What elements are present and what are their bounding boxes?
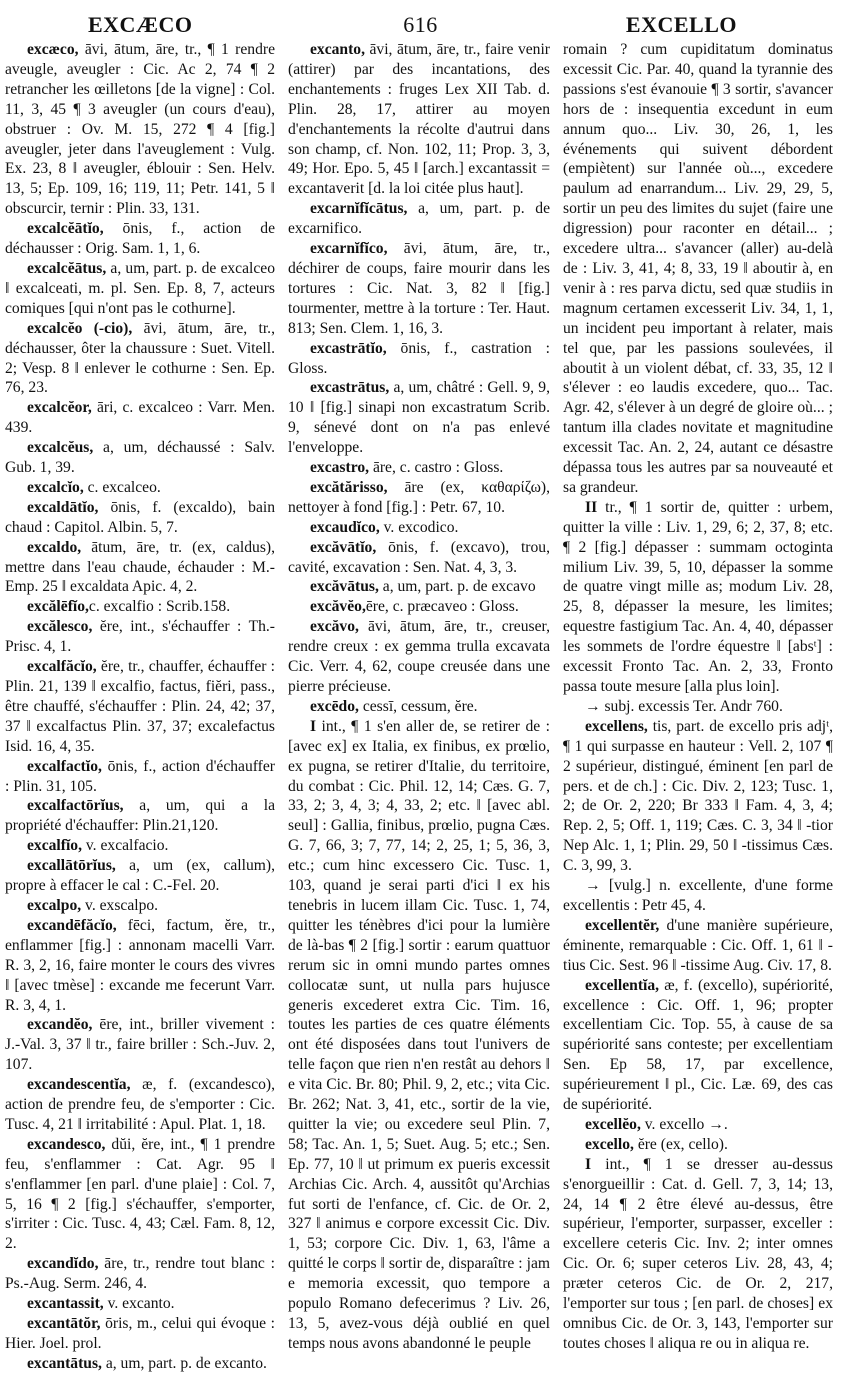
dictionary-entry	[5, 538, 275, 598]
dictionary-entry	[5, 617, 275, 657]
entry-definition: a, um, châtré : Gell. 9, 9, 10 ‖ [fig.] sinapi non excastratum Scrib. 9, sénevé dont on n'a pas enlevé l'enveloppe.	[288, 379, 550, 457]
dictionary-entry	[5, 916, 275, 1016]
entry-definition: āre (ex, καθαρίζω), nettoyer à fond [fig.] : Petr. 67, 10.	[288, 478, 550, 516]
dictionary-entry	[5, 1075, 275, 1135]
entry-headword: excellĕo,	[585, 1115, 641, 1133]
dictionary-entry	[5, 796, 275, 836]
dictionary-entry	[288, 717, 550, 1354]
entry-definition: c. excalceo.	[83, 478, 161, 496]
entry-headword: excaudĭco,	[310, 518, 380, 536]
entry-headword: excastrātus,	[310, 379, 390, 397]
entry-definition: [vulg.] n. excellente, d'une forme excellentis : Petr 45, 4.	[563, 877, 833, 914]
dictionary-entry	[5, 597, 275, 617]
entry-headword: excellentĭa,	[585, 976, 660, 994]
entry-definition: a, um, part. p. de excarnifico.	[288, 200, 550, 238]
entry-definition: āvi, ātum, āre, tr., ¶ 1 rendre aveugle, aveugler : Cic. Ac 2, 74 ¶ 2 retrancher les œilletons [de la vigne] : Col. 11, 3, 45 ¶ 3 aveugler (un cours d'eau), obstruer : Ov. M. 15, 272 ¶ 4 [fig.] aveugler, jeter dans l'aveuglement : Vulg. Ex. 23, 8 ‖ aveugler, éblouir : Sen. Helv. 13, 5; Ep. 109, 16; 119, 11; Petr. 141, 5 ‖ obscurcir, ternir : Plin. 33, 131.	[5, 41, 275, 218]
entry-definition: ātum, āre, tr. (ex, caldus), mettre dans l'eau chaude, échauder : M.-Emp. 25 ‖ excaldata Apic. 4, 2.	[5, 538, 275, 596]
entry-definition: āvi, ātum, āre, tr., déchirer de coups, faire mourir dans les tortures : Cic. Nat. 3, 82 ‖ [fig.] tourmenter, mettre à la torture : Ter. Haut. 813; Sen. Clem. 1, 16, 3.	[288, 240, 550, 337]
entry-headword: excandĕo,	[27, 1016, 93, 1034]
entry-definition: tis, part. de excello pris adjᵗ, ¶ 1 qui surpasse en hauteur : Vell. 2, 107 ¶ 2 supérieur, distingué, éminent [en parl de pers. et de ch.] : Cic. Div. 2, 123; Tusc. 1, 2; de Or. 2, 220; Br 333 ‖ Fam. 4, 3, 4; Rep. 2, 5; Off. 1, 119; Cæs. C. 3, 34 ‖ -tior Nep Alc. 1, 1; Plin. 29, 50 ‖ -tissimus Cæs. C. 3, 99, 3.	[563, 717, 833, 875]
page-number: 616	[403, 12, 438, 37]
dictionary-entry	[563, 697, 833, 717]
entry-headword: excello,	[585, 1135, 634, 1153]
entry-definition: ōnis, f. (excavo), trou, cavité, excavation : Sen. Nat. 4, 3, 3.	[288, 538, 550, 576]
entry-definition: v. excello →.	[640, 1115, 728, 1133]
entry-definition: int., ¶ 1 s'en aller de, se retirer de : [avec ex] ex Italia, ex finibus, ex prœlio, ex pugna, se retirer d'Italie, du territoire, du combat : Cic. Phil. 12, 14; Cæs. G. 7, 33, 2; 3, 4, 3; 4, 33, 2; etc. ‖ [avec abl. seul] : Gallia, finibus, prœlio, pugna Cæs. G. 7, 66, 3; 7, 77, 14; 2, 25, 1; 5, 36, 3, etc.; cum hinc excessero Cic. Tusc. 1, 103, quand je serai parti d'ici ‖ ex his tenebris in lucem illam Cic. Tusc. 1, 74, quitter les ténèbres d'ici pour la lumière de là-bas ¶ 2 [fig.] sortir : earum quattuor rerum sic in omni mundo partes omnes collocatæ sunt, ut nulla pars hujusce generis excederet extra Cic. Tim. 16, toutes les parties de ces quatre éléments ont été disposées dans tout l'univers de telle façon que rien n'en restât au dehors ‖ e vita Cic. Br. 80; Phil. 9, 2, etc.; vita Cic. Br. 262; Nat. 3, 41, etc., sortir de la vie, quitter la vie; ou excedere seul Plin. 7, 58; Tac. An. 1, 5; Suet. Aug. 5; etc.; Sen. Ep. 77, 10 ‖ ut primum ex pueris excessit Archias Cic. Arch. 4, aussitôt qu'Archias fut sorti de l'enfance, cf. Cic. de Or. 2, 327 ‖ animus e corpore excessit Cic. Div. 1, 53; corpore Cic. Div. 1, 63, l'âme a quitté le corps ‖ sortir de, disparaître : jam e memoria excessit, quo tempore a populo Romano defecerimus ? Liv. 26, 13, 5, avez-vous déjà oublié en quel temps nous avons abandonné le peuple	[288, 717, 550, 1352]
entry-definition: dŭi, ĕre, int., ¶ 1 prendre feu, s'enflammer : Cat. Agr. 95 ‖ s'enflammer [en parl. d'une plaie] : Col. 7, 5, 16 ¶ 2 [fig.] s'échauffer, s'emporter, s'irriter : Cic. Tusc. 4, 43; Cæl. Fam. 8, 12, 2.	[5, 1135, 275, 1253]
entry-headword: excalfĭo,	[27, 837, 82, 855]
dictionary-entry	[5, 259, 275, 319]
entry-headword: excălēfĭo,	[27, 598, 89, 616]
dictionary-entry	[5, 498, 275, 538]
dictionary-entry	[5, 438, 275, 478]
dictionary-entry	[5, 657, 275, 757]
entry-definition: ōnis, f., castration : Gloss.	[288, 339, 550, 377]
entry-headword: excallātōrĭus,	[27, 857, 116, 875]
dictionary-entry	[563, 876, 833, 916]
entry-definition: æ, f. (excandesco), action de prendre feu, de s'emporter : Cic. Tusc. 4, 21 ‖ irritabilité : Apul. Plat. 1, 18.	[5, 1076, 275, 1133]
entry-headword: excalcĕor,	[27, 399, 92, 417]
running-head-right: EXCELLO	[625, 12, 737, 37]
dictionary-entry	[288, 339, 550, 379]
entry-headword: excalfactōrĭus,	[27, 797, 124, 815]
entry-headword: excăvĕo,	[310, 598, 366, 616]
dictionary-entry	[5, 398, 275, 438]
entry-definition: a, um, part. p. de excalceo ‖ excalceati, m. pl. Sen. Ep. 8, 7, acteurs comiques [qui n'ont pas le cothurne].	[5, 259, 275, 317]
entry-definition: v. excanto.	[103, 1295, 175, 1313]
entry-definition: ēre, int., briller vivement : J.-Val. 3, 37 ‖ tr., faire briller : Sch.-Juv. 2, 107.	[5, 1016, 275, 1074]
entry-headword: excellentĕr,	[585, 916, 660, 934]
entry-definition: ĕre (ex, cello).	[633, 1135, 728, 1153]
dictionary-entry	[563, 916, 833, 976]
entry-definition: ēre, c. præcaveo : Gloss.	[365, 598, 519, 616]
entry-headword: excalcĕātus,	[27, 259, 107, 277]
entry-headword: excaldo,	[27, 538, 82, 556]
dictionary-entry	[563, 40, 833, 498]
dictionary-entry	[5, 219, 275, 259]
entry-definition: a, um, part. p. de excavo	[378, 578, 536, 596]
entry-headword: excalfăcĭo,	[27, 658, 97, 676]
dictionary-entry	[5, 856, 275, 896]
entry-definition: c. excalfio : Scrib.158.	[88, 598, 231, 616]
entry-definition: āvi, ātum, āre, tr., faire venir (attirer) par des incantations, des enchantements : fruges Lex XII Tab. d. Plin. 28, 17, attirer au moyen d'enchantements la récolte d'autrui dans son champ, cf. Non. 102, 11; Prop. 3, 3, 49; Hor. Epo. 5, 45 ‖ [arch.] excantassit = excantaverit [d. la loi citée plus haut].	[288, 41, 550, 198]
entry-definition: v. excodico.	[379, 518, 459, 536]
entry-headword: excalpo,	[27, 896, 82, 914]
column-1	[5, 40, 275, 1372]
dictionary-entry	[5, 896, 275, 916]
entry-headword: excanto,	[310, 41, 365, 58]
entry-headword: excæco,	[27, 41, 79, 58]
dictionary-entry	[288, 518, 550, 538]
entry-headword: →	[585, 877, 601, 895]
entry-definition: cessī, cessum, ĕre.	[358, 697, 478, 715]
entry-definition: romain ? cum cupiditatum dominatus excessit Cic. Par. 40, quand la tyrannie des passions s'est évanouie ¶ 3 sortir, s'avancer hors de : insequentia excedunt in eum annum quo... Liv. 30, 26, 1, les événements qui suivent débordent (empiètent) sur l'année où..., excedere paulum ad enarrandum... Liv. 29, 29, 5, sortir un peu des limites du sujet (faire une digression) pour raconter en détail... ; excedere ultra... s'avancer (aller) au-delà de : Liv. 3, 41, 4; 8, 33, 19 ‖ aboutir à, en venir à : res parva dictu, sed quæ studiis in magnum certamen excesserit Liv. 34, 1, 1, un incident peu important à relater, mais tel que, par les passions soulevées, il aboutit à un violent débat, cf. 33, 35, 12 ‖ s'élever : eo laudis excedere, quo... Tac. Agr. 42, s'élever à un degré de gloire où... ; tantum illa clades novitate et magnitudine excessit Tac. An. 2, 24, autant ce désastre dépassa tous les autres par sa nouveauté et sa grandeur.	[563, 41, 833, 496]
entry-headword: II	[585, 498, 598, 516]
dictionary-entry	[5, 478, 275, 498]
entry-definition: æ, f. (excello), supériorité, excellence : Cic. Off. 1, 96; propter excellentiam Cic. Top. 55, à cause de sa supériorité sans conteste; per excellentiam Sen. Ep 58, 17, par excellence, supérieurement ‖ pl., Cic. Læ. 69, des cas de supériorité.	[563, 976, 833, 1114]
entry-definition: ōnis, f., action d'échauffer : Plin. 31, 105.	[5, 757, 275, 795]
dictionary-entry	[288, 538, 550, 578]
dictionary-entry	[288, 478, 550, 518]
entry-headword: excandescentĭa,	[27, 1076, 131, 1094]
running-head-left: EXCÆCO	[88, 12, 193, 37]
entry-definition: a, um, déchaussé : Salv. Gub. 1, 39.	[5, 439, 275, 477]
dictionary-entry	[5, 1135, 275, 1254]
entry-headword: excalcĕus,	[27, 439, 94, 457]
entry-headword: excantātŏr,	[27, 1315, 101, 1332]
entry-definition: ĕre, tr., chauffer, échauffer : Plin. 21, 139 ‖ excalfio, factus, fiĕri, pass., être chauffé, s'échauffer : Plin. 24, 42; 37, 37 ‖ excalfactus Plin. 37, 37; excalefactus Isid. 16, 4, 35.	[5, 658, 275, 755]
entry-headword: excalcĭo,	[27, 478, 84, 496]
entry-definition: a, um, part. p. de excanto.	[101, 1354, 267, 1372]
entry-definition: int., ¶ 1 se dresser au-dessus s'enorgueillir : Cat. d. Gell. 7, 3, 14; 13, 24, 14 ¶ 2 être élevé au-dessus, être supérieur, l'emporter, surpasser, exceller : excellere ceteris Cic. Inv. 2; inter omnes Cic. Or. 6; super ceteros Liv. 28, 43, 4; præter ceteros Cic. de Or. 2, 217, l'emporter sur tous ; [en parl. de choses] ex omnibus Cic. de Or. 3, 143, l'emporter sur toutes choses ‖ aliqua re ou in aliqua re.	[563, 1155, 833, 1352]
dictionary-entry	[288, 239, 550, 339]
dictionary-entry	[5, 1294, 275, 1314]
entry-headword: excandĭdo,	[27, 1255, 99, 1273]
dictionary-entry	[5, 1254, 275, 1294]
entry-headword: excarnĭfĭco,	[310, 240, 388, 258]
entry-headword: excandēfăcĭo,	[27, 916, 117, 934]
entry-headword: excandesco,	[27, 1135, 106, 1153]
entry-headword: excellens,	[585, 717, 648, 735]
dictionary-entry	[5, 1015, 275, 1075]
column-3	[563, 40, 833, 1352]
entry-headword: I	[310, 717, 317, 735]
entry-definition: v. excalfacio.	[82, 837, 169, 855]
entry-headword: excălesco,	[27, 618, 93, 636]
dictionary-entry	[288, 577, 550, 597]
entry-definition: ĕre, int., s'échauffer : Th.-Prisc. 4, 1.	[5, 618, 275, 656]
dictionary-entry	[288, 378, 550, 458]
dictionary-entry	[5, 1314, 275, 1354]
entry-headword: excaldātĭo,	[27, 498, 99, 516]
entry-definition: ōnis, f. (excaldo), bain chaud : Capitol. Albin. 5, 7.	[5, 498, 275, 536]
entry-headword: excastro,	[310, 459, 370, 477]
column-2	[288, 40, 550, 1352]
entry-headword: excēdo,	[310, 697, 359, 715]
dictionary-entry	[288, 697, 550, 717]
entry-headword: I	[585, 1155, 592, 1173]
entry-definition: āre, tr., rendre tout blanc : Ps.-Aug. Serm. 246, 4.	[5, 1255, 275, 1293]
dictionary-entry	[563, 1115, 833, 1135]
dictionary-entry	[563, 1155, 833, 1354]
entry-headword: excăvātĭo,	[310, 538, 377, 556]
entry-headword: excantassit,	[27, 1295, 104, 1313]
dictionary-entry	[5, 757, 275, 797]
entry-headword: excăvātus,	[310, 578, 379, 596]
entry-definition: fēci, factum, ĕre, tr., enflammer [fig.] : annonam macelli Varr. R. 3, 2, 16, faire monter le cours des vivres ‖ [avec tmèse] : excande me fecerunt Varr. R. 3, 4, 1.	[5, 916, 275, 1014]
dictionary-entry	[288, 458, 550, 478]
dictionary-entry	[5, 1354, 275, 1374]
entry-definition: a, um (ex, callum), propre à effacer le cal : C.-Fel. 20.	[5, 857, 275, 895]
entry-definition: āvi, ātum, āre, tr., creuser, rendre creux : ex gemma trulla excavata Cic. Verr. 4, 62, coupe creusée dans une pierre précieuse.	[288, 618, 550, 695]
entry-headword: excalcĕātĭo,	[27, 220, 104, 238]
entry-definition: subj. excessis Ter. Andr 760.	[600, 697, 783, 715]
dictionary-entry	[563, 498, 833, 697]
entry-headword: excăvo,	[310, 618, 359, 636]
entry-definition: a, um, qui a la propriété d'échauffer: Plin.21,120.	[5, 797, 275, 835]
dictionary-entry	[563, 1135, 833, 1155]
entry-definition: tr., ¶ 1 sortir de, quitter : urbem, quitter la ville : Liv. 1, 29, 6; 2, 37, 8; etc. ¶ 2 [fig.] dépasser : summam octoginta milium Liv. 39, 5, 10, dépasser la somme de quatre vingt mille as; modum Liv. 28, 25, 8, dépasser la mesure, les limites; equestre fastigium Tac. An. 4, 40, dépasser les sommets de l'ordre équestre ‖ [absᵗ] : excessit Fronto Tac. An. 2, 33, Fronto passa toute mesure [alla plus loin].	[563, 498, 833, 695]
entry-definition: āvi, ātum, āre, tr., déchausser, ôter la chaussure : Suet. Vitell. 2; Vesp. 8 ‖ enlever le cothurne : Sen. Ep. 76, 23.	[5, 319, 275, 397]
dictionary-entry	[288, 597, 550, 617]
entry-headword: excastrātĭo,	[310, 339, 387, 357]
entry-definition: v. exscalpo.	[81, 896, 159, 914]
entry-headword: excarnĭfĭcātus,	[310, 200, 408, 218]
entry-headword: excantātus,	[27, 1354, 102, 1372]
dictionary-entry	[288, 40, 550, 199]
entry-definition: d'une manière supérieure, éminente, remarquable : Cic. Off. 1, 61 ‖ -tius Cic. Sest. 96 ‖ -tissime Aug. Civ. 17, 8.	[563, 916, 833, 974]
entry-definition: ōnis, f., action de déchausser : Orig. Sam. 1, 1, 6.	[5, 220, 275, 258]
entry-definition: āre, c. castro : Gloss.	[369, 459, 504, 477]
dictionary-entry	[5, 319, 275, 399]
entry-definition: āri, c. excalceo : Varr. Men. 439.	[5, 399, 275, 437]
dictionary-entry	[5, 40, 275, 219]
entry-headword: →	[585, 697, 601, 715]
dictionary-entry	[288, 199, 550, 239]
entry-definition: ōris, m., celui qui évoque : Hier. Joel. prol.	[5, 1315, 275, 1352]
dictionary-entry	[288, 617, 550, 697]
entry-headword: excalcĕo (-cio),	[27, 319, 133, 337]
entry-headword: excalfactĭo,	[27, 757, 102, 775]
entry-headword: excătărisso,	[310, 478, 388, 496]
dictionary-entry	[563, 976, 833, 1115]
dictionary-entry	[5, 836, 275, 856]
dictionary-entry	[563, 717, 833, 876]
